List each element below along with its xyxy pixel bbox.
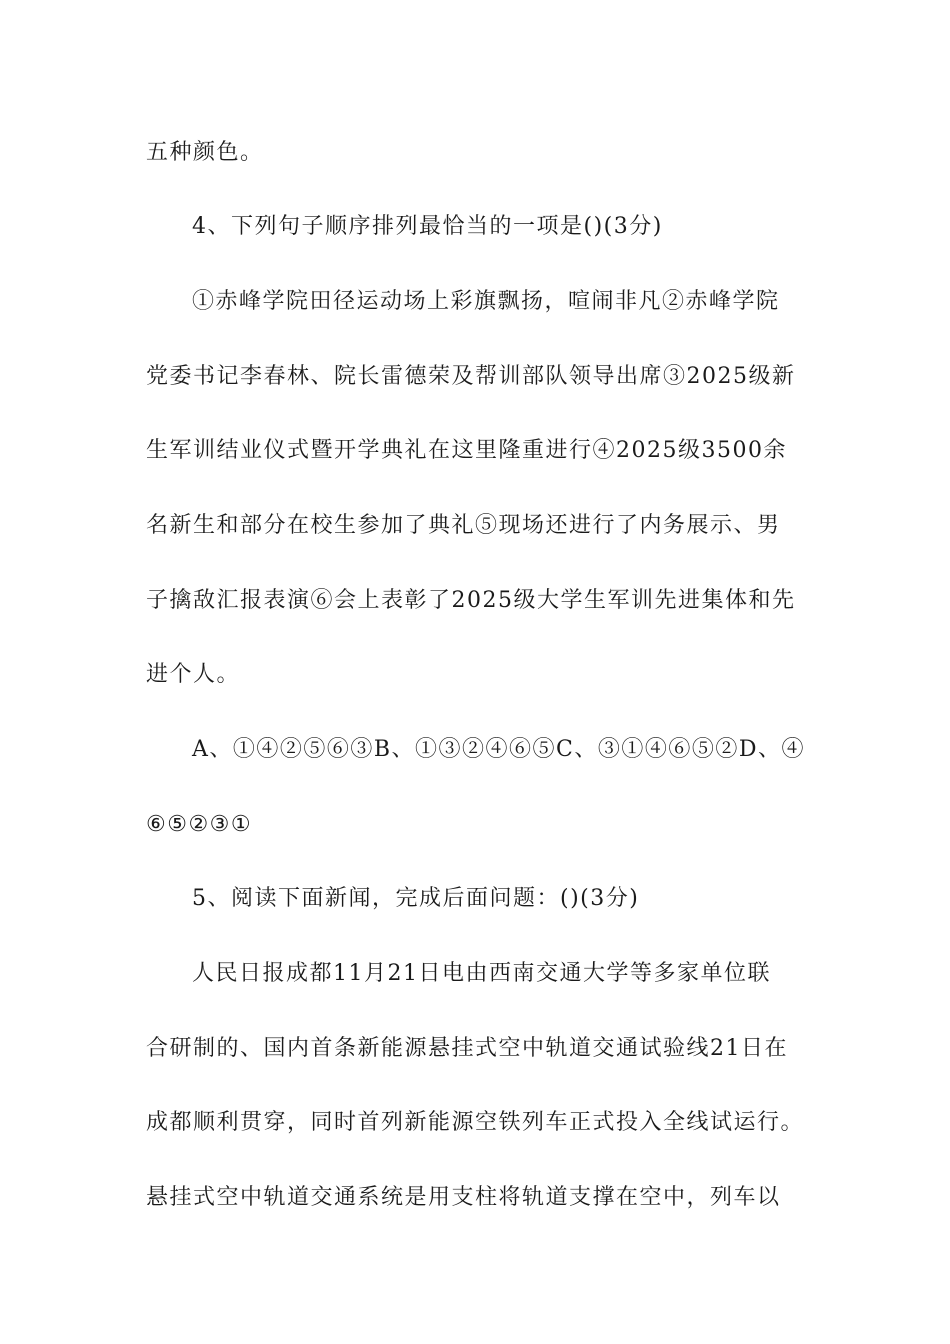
text-line: 党委书记李春林、院长雷德荣及帮训部队领导出席③2025级新	[146, 364, 796, 389]
text-line: 人民日报成都11月21日电由西南交通大学等多家单位联	[192, 961, 771, 986]
question-5-title: 5、阅读下面新闻，完成后面问题：()(3分)	[192, 886, 640, 911]
text-line: 悬挂式空中轨道交通系统是用支柱将轨道支撑在空中，列车以	[146, 1185, 781, 1210]
question-4-title: 4、下列句子顺序排列最恰当的一项是()(3分)	[192, 214, 663, 239]
text-line: 名新生和部分在校生参加了典礼⑤现场还进行了内务展示、男	[146, 513, 781, 538]
text-line: 生军训结业仪式暨开学典礼在这里隆重进行④2025级3500余	[146, 438, 787, 463]
text-line: 成都顺利贯穿，同时首列新能源空铁列车正式投入全线试运行。	[146, 1110, 805, 1135]
text-line: 子擒敌汇报表演⑥会上表彰了2025级大学生军训先进集体和先	[146, 588, 796, 613]
answer-options: A、①④②⑤⑥③B、①③②④⑥⑤C、③①④⑥⑤②D、④	[192, 737, 806, 762]
text-line: 五种颜色。	[146, 140, 264, 165]
text-line: 进个人。	[146, 662, 241, 687]
text-line: ①赤峰学院田径运动场上彩旗飘扬，喧闹非凡②赤峰学院	[192, 289, 780, 314]
text-line: 合研制的、国内首条新能源悬挂式空中轨道交通试验线21日在	[146, 1036, 788, 1061]
answer-options-continued: ⑥⑤②③①	[146, 812, 253, 837]
